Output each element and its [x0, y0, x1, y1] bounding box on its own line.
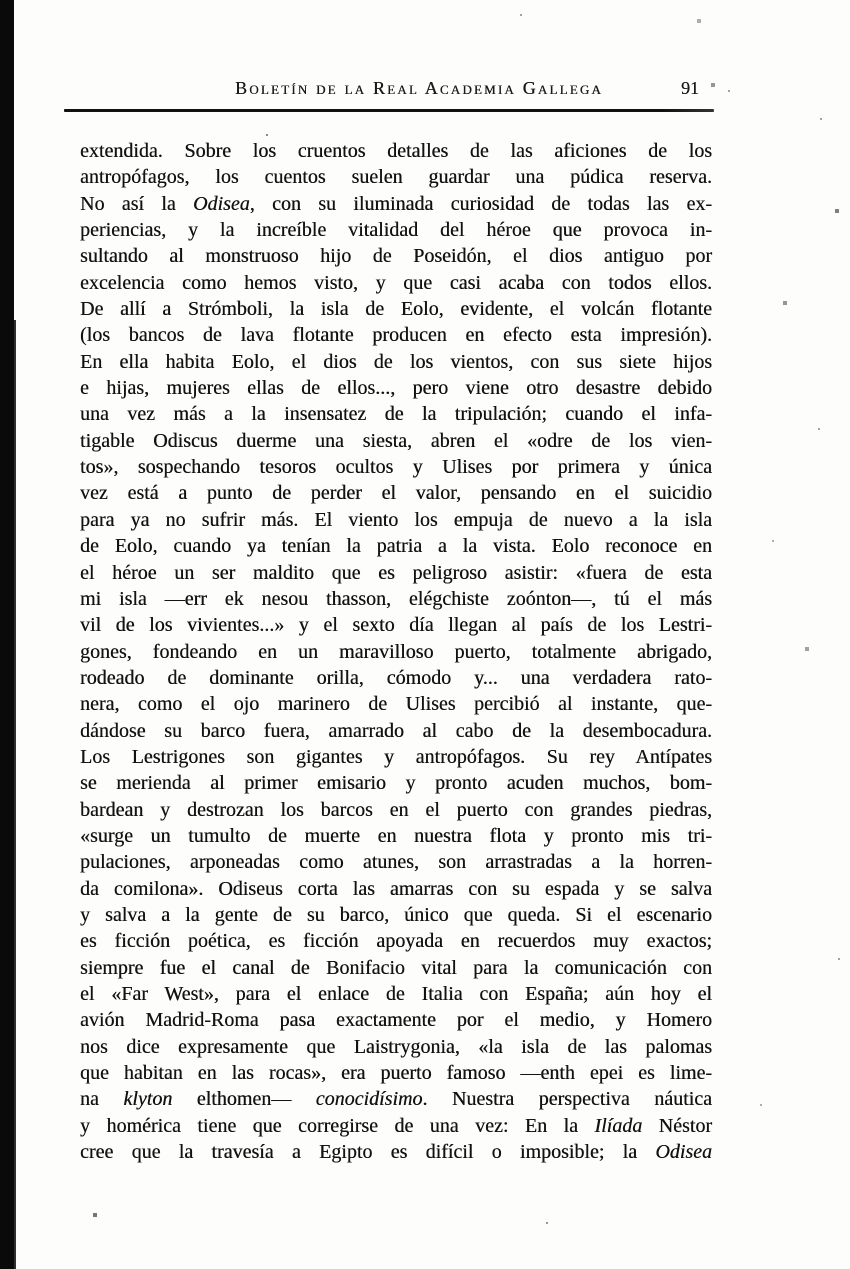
text-line: una vez más a la insensatez de la tripulación; cuando el infa-	[80, 403, 712, 426]
text-line: para ya no sufrir más. El viento los empuja de nuevo a la isla	[80, 508, 712, 531]
text-line: (los bancos de lava flotante producen en efecto esta impresión).	[80, 324, 712, 347]
text-line: gones, fondeando en un maravilloso puerto, totalmente abrigado,	[80, 640, 712, 663]
text-line: da comilona». Odiseus corta las amarras con su espada y se salva	[80, 877, 712, 900]
text-line: siempre fue el canal de Bonifacio vital para la comunicación con	[80, 956, 712, 979]
text-line: No así la Odisea, con su iluminada curiosidad de todas las ex-	[80, 192, 712, 215]
text-line: pulaciones, arponeadas como atunes, son arrastradas a la horren-	[80, 851, 712, 874]
text-line: En ella habita Eolo, el dios de los vientos, con sus siete hijos	[80, 350, 712, 373]
text-line: dándose su barco fuera, amarrado al cabo de la desembocadura.	[80, 719, 712, 742]
text-line: extendida. Sobre los cruentos detalles de las aficiones de los	[80, 140, 712, 162]
text-line: Los Lestrigones son gigantes y antropófagos. Su rey Antípates	[80, 745, 712, 768]
page-header	[0, 78, 850, 102]
text-line: el héroe un ser maldito que es peligroso asistir: «fuera de esta	[80, 561, 712, 584]
text-line: el «Far West», para el enlace de Italia con España; aún hoy el	[80, 983, 712, 1005]
text-line: vez está a punto de perder el valor, pensando en el suicidio	[80, 482, 712, 505]
page-number: 91	[681, 78, 699, 98]
text-line: se merienda al primer emisario y pronto acuden muchos, bom-	[80, 772, 712, 795]
text-line: rodeado de dominante orilla, cómodo y... una verdadera rato-	[80, 666, 712, 689]
text-line: «surge un tumulto de muerte en nuestra flota y pronto mis tri-	[80, 824, 712, 847]
journal-title: Boletín de la Real Academia Gallega	[235, 78, 604, 98]
text-line: De allí a Strómboli, la isla de Eolo, evidente, el volcán flotante	[80, 298, 712, 321]
text-line: nos dice expresamente que Laistrygonia, «la isla de las palomas	[80, 1035, 712, 1058]
text-line: mi isla —err ek nesou thasson, elégchiste zoónton—, tú el más	[80, 587, 712, 610]
text-line: que habitan en las rocas», era puerto famoso —enth epei es lime-	[80, 1062, 712, 1085]
text-line: antropófagos, los cuentos suelen guardar una púdica reserva.	[80, 166, 712, 189]
text-line: nera, como el ojo marinero de Ulises percibió al instante, que-	[80, 693, 712, 716]
text-line: bardean y destrozan los barcos en el puerto con grandes piedras,	[80, 798, 712, 821]
text-line: es ficción poética, es ficción apoyada en recuerdos muy exactos;	[80, 930, 712, 953]
text-line: na klyton elthomen— conocidísimo. Nuestra perspectiva náutica	[80, 1088, 712, 1111]
text-line: sultando al monstruoso hijo de Poseidón, el dios antiguo por	[80, 245, 712, 268]
text-line: e hijas, mujeres ellas de ellos..., pero viene otro desastre debido	[80, 377, 712, 400]
scan-noise-specks	[0, 0, 2, 2]
text-line: periencias, y la increíble vitalidad del héroe que provoca in-	[80, 219, 712, 242]
text-line: cree que la travesía a Egipto es difícil o imposible; la Odisea	[80, 1141, 712, 1164]
text-line: avión Madrid-Roma pasa exactamente por el medio, y Homero	[80, 1009, 712, 1032]
scan-spine-shadow	[0, 0, 14, 1269]
text-line: excelencia como hemos visto, y que casi acaba con todos ellos.	[80, 271, 712, 294]
text-line: tos», sospechando tesoros ocultos y Ulises por primera y única	[80, 456, 712, 479]
text-line: de Eolo, cuando ya tenían la patria a la vista. Eolo reconoce en	[80, 535, 712, 558]
header-rule	[64, 109, 714, 112]
text-line: y homérica tiene que corregirse de una vez: En la Ilíada Néstor	[80, 1114, 712, 1137]
text-line: tigable Odiscus duerme una siesta, abren el «odre de los vien-	[80, 429, 712, 452]
text-line: vil de los vivientes...» y el sexto día llegan al país de los Lestri-	[80, 614, 712, 637]
text-line: y salva a la gente de su barco, único que queda. Si el escenario	[80, 903, 712, 926]
body-text	[80, 138, 712, 1165]
